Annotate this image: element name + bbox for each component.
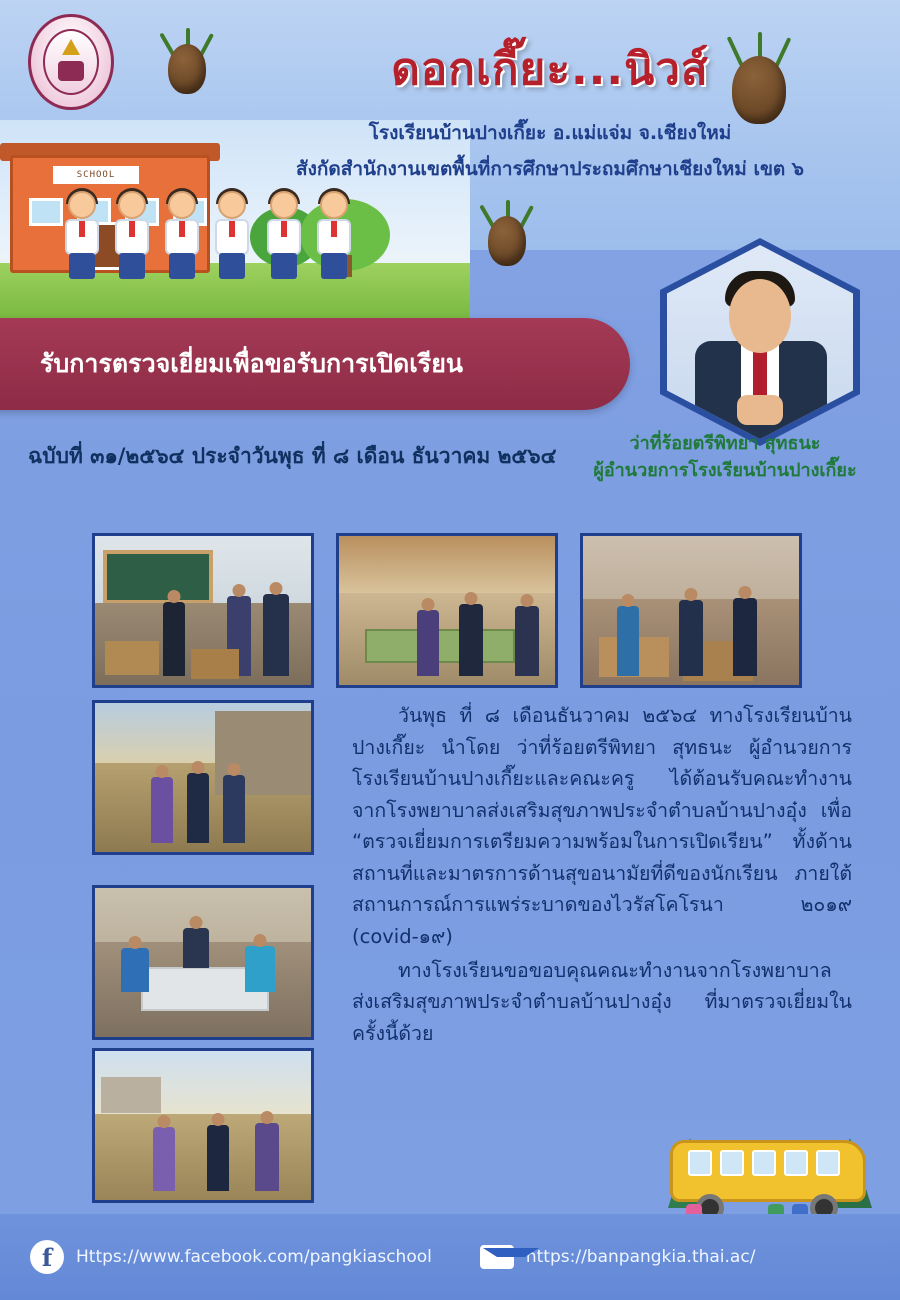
school-affiliation: สังกัดสำนักงานเขตพื้นที่การศึกษาประถมศึกษาเชียงใหม่ เขต ๖ [296, 158, 804, 180]
person-figure [263, 594, 289, 676]
headline-banner [0, 318, 630, 410]
director-caption [560, 430, 890, 484]
masthead [230, 34, 870, 184]
bus-window [816, 1150, 840, 1176]
mail-icon[interactable] [480, 1245, 514, 1269]
headline-text: รับการตรวจเยี่ยมเพื่อขอรับการเปิดเรียน [40, 349, 463, 378]
bus-window [784, 1150, 808, 1176]
bus-window [720, 1150, 744, 1176]
director-position: ผู้อำนวยการโรงเรียนบ้านปางเกี๊ยะ [593, 460, 857, 481]
director-name: ว่าที่ร้อยตรีพิทยา สุทธนะ [629, 433, 821, 454]
person-figure [515, 606, 539, 676]
person-figure [183, 928, 209, 968]
person-figure [245, 946, 275, 992]
photo-upper [339, 536, 555, 593]
photo-classroom-2 [580, 533, 802, 688]
desk-shape [105, 641, 159, 675]
article-paragraph-2: ทางโรงเรียนขอขอบคุณคณะทำงานจากโรงพยาบาลส่งเสริมสุขภาพประจำตำบลบ้านปางอุ๋ง ที่มาตรวจเยี่ยมในครั้งนี้ด้วย [352, 958, 852, 1045]
student-figure [210, 191, 254, 283]
bus-window [688, 1150, 712, 1176]
director-photo [660, 238, 860, 446]
person-figure [151, 777, 173, 843]
school-emblem-logo [28, 14, 114, 110]
pinecone-icon [480, 200, 534, 270]
issue-line: ฉบับที่ ๓๑/๒๕๖๔ ประจำวันพุธ ที่ ๘ เดือน ธันวาคม ๒๕๖๔ [28, 444, 557, 468]
article-body [352, 700, 852, 1051]
person-figure [207, 1125, 229, 1191]
bus-window [752, 1150, 776, 1176]
desk-shape [191, 649, 239, 679]
school-sign: SCHOOL [53, 166, 139, 184]
article-paragraph-1: วันพุธ ที่ ๘ เดือนธันวาคม ๒๕๖๔ ทางโรงเรียนบ้านปางเกี๊ยะ นำโดย ว่าที่ร้อยตรีพิทยา สุทธนะ ผู้อำนวยการโรงเรียนบ้านปางเกี๊ยะและคณะครู ได้ต้อนรับคณะทำงานจากโรงพยาบาลส่งเสริมสุขภาพประจำตำบลบ้านปางอุ๋ง เพื่อ “ตรวจเยี่ยมการเตรียมความพร้อมในการเปิดเรียน” ทั้งด้านสถานที่และมาตรการด้านสุขอนามัยที่ดีของนักเรียน ภายใต้สถานการณ์การแพร่ระบาดของไวรัสโคโรนา ๒๐๑๙ (covid-๑๙) [352, 704, 852, 949]
student-figure [60, 191, 104, 283]
facebook-url[interactable]: Https://www.facebook.com/pangkiaschool [76, 1247, 432, 1267]
window-shape [29, 198, 63, 226]
person-figure [187, 773, 209, 843]
student-figure [262, 191, 306, 283]
table-shape [365, 629, 515, 663]
student-figure [110, 191, 154, 283]
person-figure [617, 606, 639, 676]
person-figure [163, 602, 185, 676]
person-figure [153, 1127, 175, 1191]
chalkboard-shape [103, 550, 213, 604]
person-figure [679, 600, 703, 676]
photo-canteen [336, 533, 558, 688]
person-figure [121, 948, 149, 992]
page-title: ดอกเกี๊ยะ...นิวส์ [391, 44, 709, 95]
photo-classroom-1 [92, 533, 314, 688]
person-figure [417, 610, 439, 676]
person-figure [223, 775, 245, 843]
facebook-icon[interactable]: f [30, 1240, 64, 1274]
photo-outdoor-survey [92, 700, 314, 855]
website-url[interactable]: https://banpangkia.thai.ac/ [525, 1247, 756, 1267]
footer [0, 1214, 900, 1300]
photo-schoolyard [92, 1048, 314, 1203]
person-figure [255, 1123, 279, 1191]
building-shape [101, 1077, 161, 1113]
person-figure [459, 604, 483, 676]
photo-meeting [92, 885, 314, 1040]
student-figure [312, 191, 356, 283]
person-figure [733, 598, 757, 676]
student-figure [160, 191, 204, 283]
school-name: โรงเรียนบ้านปางเกี๊ยะ อ.แม่แจ่ม จ.เชียงใหม่ [368, 122, 732, 144]
pinecone-icon [160, 28, 214, 98]
